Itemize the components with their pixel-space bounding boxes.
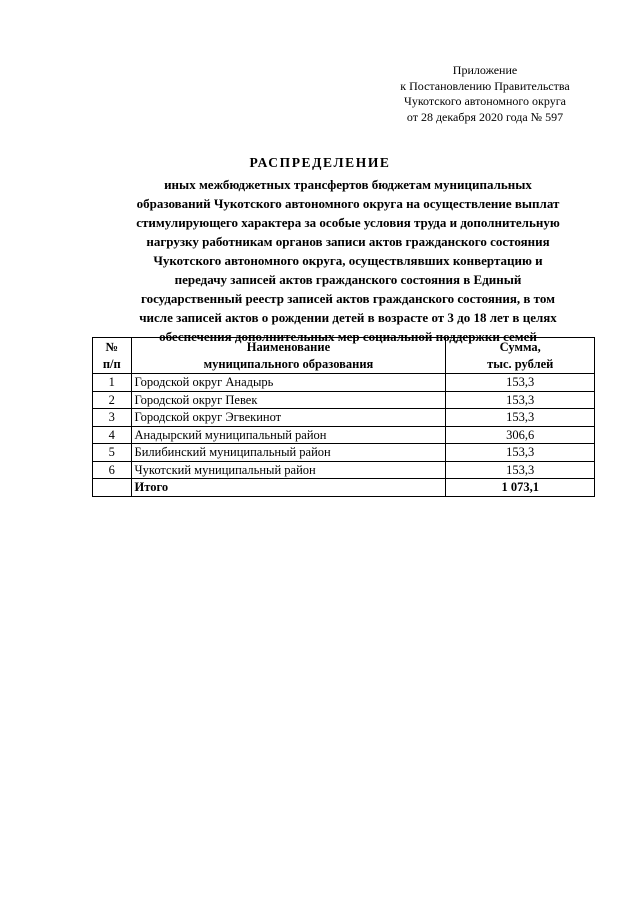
appendix-line: Приложение [452,63,518,77]
cell-num: 5 [93,444,132,462]
subtitle-line: иных межбюджетных трансфертов бюджетам муниципальных [164,177,532,192]
cell-num: 3 [93,409,132,427]
header-name: Наименование муниципального образования [131,338,446,374]
subtitle-line: числе записей актов о рождении детей в возрасте от 3 до 18 лет в целях [139,310,557,325]
subtitle-line: государственный реестр записей актов гражданского состояния, в том [140,291,556,306]
cell-name: Городской округ Анадырь [131,374,446,392]
appendix-line: от 28 декабря 2020 года № 597 [406,109,564,124]
table-row [93,391,595,409]
header-sum: Сумма, тыс. рублей [446,338,595,374]
total-sum: 1 073,1 [446,479,595,497]
table-row [93,444,595,462]
cell-name: Чукотский муниципальный район [131,461,446,479]
cell-num: 6 [93,461,132,479]
subtitle-line: Чукотского автономного округа, осуществлявших конвертацию и [153,253,543,268]
cell-num: 1 [93,374,132,392]
subtitle-line: нагрузку работникам органов записи актов гражданского состояния [146,234,550,249]
document-subtitle [88,175,608,346]
table-row [93,461,595,479]
table-row [93,426,595,444]
cell-sum: 306,6 [446,426,595,444]
subtitle-line: передачу записей актов гражданского состояния в Единый [174,272,522,287]
subtitle-line: обеспечения дополнительных мер социальной поддержки семей [159,329,537,344]
table-header-row [93,338,595,374]
cell-num-empty [93,479,132,497]
appendix-line: к Постановлению Правительства [400,78,570,93]
cell-num: 4 [93,426,132,444]
table-row [93,409,595,427]
cell-sum: 153,3 [446,461,595,479]
table-row [93,374,595,392]
header-num: № п/п [93,338,132,374]
cell-name: Анадырский муниципальный район [131,426,446,444]
cell-sum: 153,3 [446,444,595,462]
cell-sum: 153,3 [446,391,595,409]
total-label: Итого [131,479,446,497]
cell-num: 2 [93,391,132,409]
appendix-line: Чукотского автономного округа [404,94,566,108]
cell-name: Городской округ Певек [131,391,446,409]
distribution-table [92,337,595,497]
table-total-row [93,479,595,497]
cell-name: Городской округ Эгвекинот [131,409,446,427]
cell-name: Билибинский муниципальный район [131,444,446,462]
document-title: РАСПРЕДЕЛЕНИЕ [249,155,391,170]
cell-sum: 153,3 [446,374,595,392]
cell-sum: 153,3 [446,409,595,427]
appendix-block [380,63,590,125]
subtitle-line: образований Чукотского автономного округа на осуществление выплат [136,196,560,211]
subtitle-line: стимулирующего характера за особые условия труда и дополнительную [136,215,560,230]
